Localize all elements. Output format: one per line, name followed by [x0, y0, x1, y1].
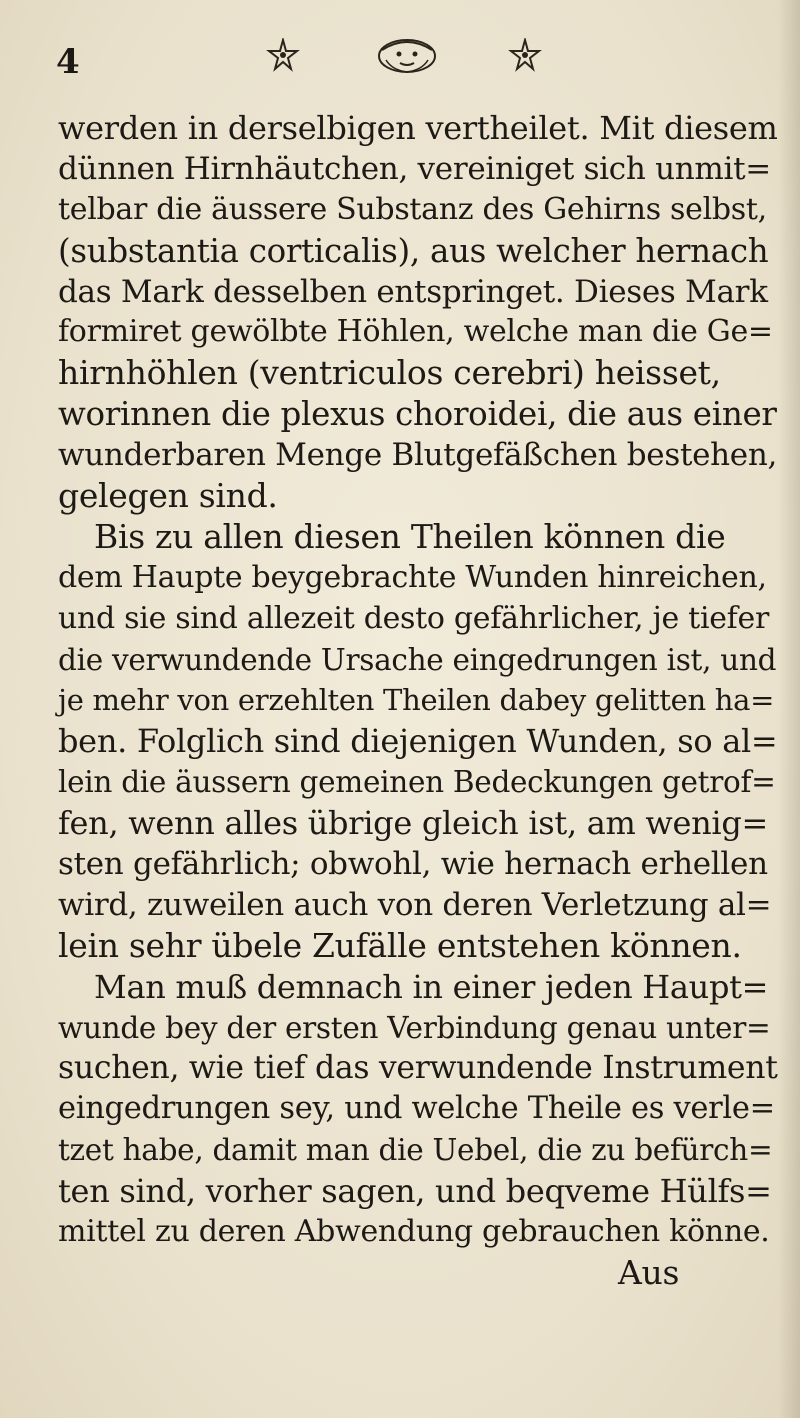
text-line: sten gefährlich; obwohl, wie hernach erhellen	[58, 846, 768, 883]
text-line: eingedrungen sey, und welche Theile es verle=	[58, 1091, 775, 1127]
text-line: wunderbaren Menge Blutgefäßchen bestehen,	[58, 437, 778, 474]
text-line: suchen, wie tief das verwundende Instrument	[58, 1050, 778, 1087]
text-line: wird, zuweilen auch von deren Verletzung al=	[58, 886, 772, 923]
text-line: worinnen die plexus choroidei, die aus einer	[58, 395, 777, 434]
text-line: formiret gewölbte Höhlen, welche man die Ge=	[58, 314, 773, 350]
text-line: mittel zu deren Abwendung gebrauchen könne.	[58, 1214, 770, 1250]
text-line: und sie sind allezeit desto gefährlicher, je tiefer	[58, 600, 769, 636]
text-line: fen, wenn alles übrige gleich ist, am wenig=	[58, 804, 769, 843]
text-line: die verwundende Ursache eingedrungen ist, und	[58, 642, 777, 677]
text-line: lein sehr übele Zufälle entstehen können.	[58, 925, 742, 965]
text-line: wunde bey der ersten Verbindung genau unter=	[58, 1010, 771, 1045]
text-line: telbar die äussere Substanz des Gehirns selbst,	[58, 191, 767, 227]
star-ornament-icon	[508, 38, 542, 72]
text-line: lein die äussern gemeinen Bedeckungen getrof=	[58, 765, 776, 800]
page-header	[56, 36, 596, 86]
text-line: je mehr von erzehlten Theilen dabey gelitten ha=	[58, 683, 775, 718]
body-text	[58, 108, 778, 1294]
page-number: 4	[56, 42, 80, 82]
text-line: werden in derselbigen vertheilet. Mit diesem	[58, 109, 778, 147]
paragraph-start-line: Bis zu allen diesen Theilen können die	[94, 516, 726, 556]
text-line: (substantia corticalis), aus welcher hernach	[58, 231, 769, 270]
paragraph-start-line: Man muß demnach in einer jeden Haupt=	[94, 967, 769, 1006]
face-ornament-icon	[374, 36, 440, 76]
text-line: hirnhöhlen (ventriculos cerebri) heisset,	[58, 353, 721, 393]
text-line: dem Haupte beygebrachte Wunden hinreichen,	[58, 559, 767, 595]
text-line: gelegen sind.	[58, 476, 278, 516]
star-ornament-icon	[266, 38, 300, 72]
text-line: tzet habe, damit man die Uebel, die zu befürch=	[58, 1133, 773, 1168]
text-line: dünnen Hirnhäutchen, vereiniget sich unmit=	[58, 150, 771, 187]
page-edge-shadow	[778, 0, 800, 1418]
text-line: ben. Folglich sind diejenigen Wunden, so al=	[58, 722, 778, 761]
catchword: Aus	[618, 1252, 680, 1292]
text-line: ten sind, vorher sagen, und beqveme Hülfs=	[58, 1172, 772, 1211]
text-line: das Mark desselben entspringet. Dieses Mark	[58, 273, 768, 310]
